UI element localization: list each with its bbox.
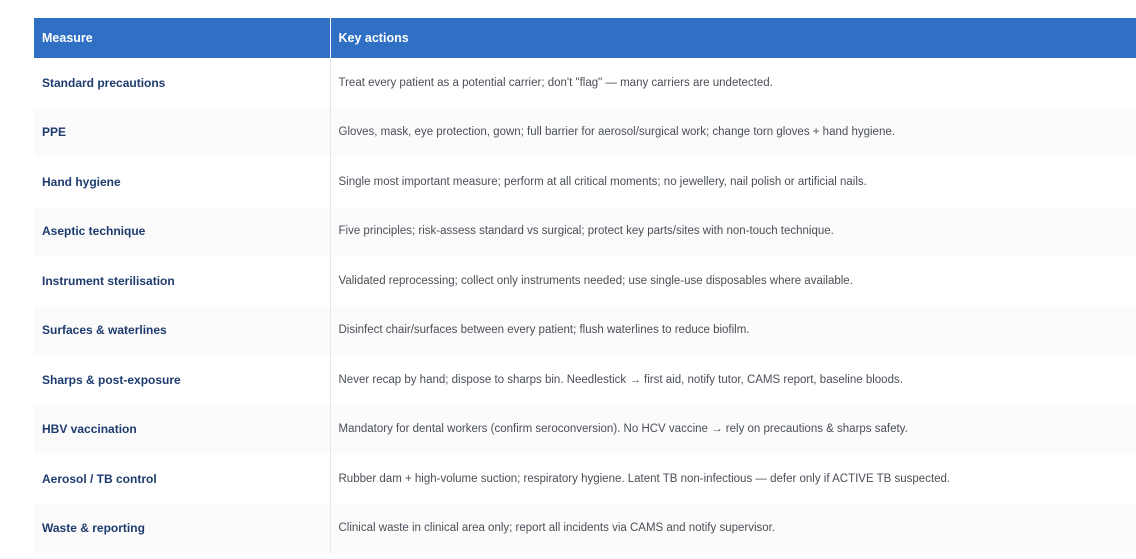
measure-cell: Instrument sterilisation: [34, 256, 330, 306]
table-row: [34, 504, 1136, 554]
measure-cell: Sharps & post-exposure: [34, 355, 330, 405]
table-body: [34, 58, 1136, 553]
table-row: [34, 157, 1136, 207]
measure-cell: Standard precautions: [34, 58, 330, 108]
measure-cell: Aerosol / TB control: [34, 454, 330, 504]
table-row: [34, 454, 1136, 504]
actions-cell: Mandatory for dental workers (confirm seroconversion). No HCV vaccine → rely on precautions & sharps safety.: [330, 405, 1136, 455]
actions-cell: Five principles; risk-assess standard vs surgical; protect key parts/sites with non-touch technique.: [330, 207, 1136, 257]
actions-cell: Treat every patient as a potential carrier; don't "flag" — many carriers are undetected.: [338, 76, 773, 89]
actions-cell: Single most important measure; perform at all critical moments; no jewellery, nail polish or artificial nails.: [338, 175, 867, 188]
measure-cell: Hand hygiene: [34, 157, 330, 207]
table-header: [34, 18, 1136, 58]
measure-cell: Waste & reporting: [34, 504, 330, 554]
actions-cell: Gloves, mask, eye protection, gown; full barrier for aerosol/surgical work; change torn gloves + hand hygiene.: [330, 108, 1136, 158]
actions-cell: Never recap by hand; dispose to sharps bin. Needlestick → first aid, notify tutor, CAMS report, baseline bloods.: [338, 373, 903, 386]
actions-cell: Rubber dam + high-volume suction; respiratory hygiene. Latent TB non-infectious — defer only if ACTIVE TB suspected.: [338, 472, 951, 485]
header-measure: Measure: [34, 18, 330, 58]
table-row: [34, 405, 1136, 455]
table-row: [34, 108, 1136, 158]
measure-cell: PPE: [34, 108, 330, 158]
table-row: [34, 306, 1136, 356]
measure-cell: Aseptic technique: [34, 207, 330, 257]
measures-table-container: [34, 18, 1136, 553]
table-row: [34, 207, 1136, 257]
measure-cell: Surfaces & waterlines: [34, 306, 330, 356]
table-row: [34, 355, 1136, 405]
header-row: [34, 18, 1136, 58]
actions-cell: Disinfect chair/surfaces between every patient; flush waterlines to reduce biofilm.: [330, 306, 1136, 356]
table-row: [34, 58, 1136, 108]
actions-cell: Validated reprocessing; collect only instruments needed; use single-use disposables where available.: [338, 274, 853, 287]
measure-cell: HBV vaccination: [34, 405, 330, 455]
actions-cell: Clinical waste in clinical area only; report all incidents via CAMS and notify supervisor.: [330, 504, 1136, 554]
table-row: [34, 256, 1136, 306]
measures-table: [34, 18, 1136, 553]
header-key-actions: Key actions: [330, 18, 1136, 58]
